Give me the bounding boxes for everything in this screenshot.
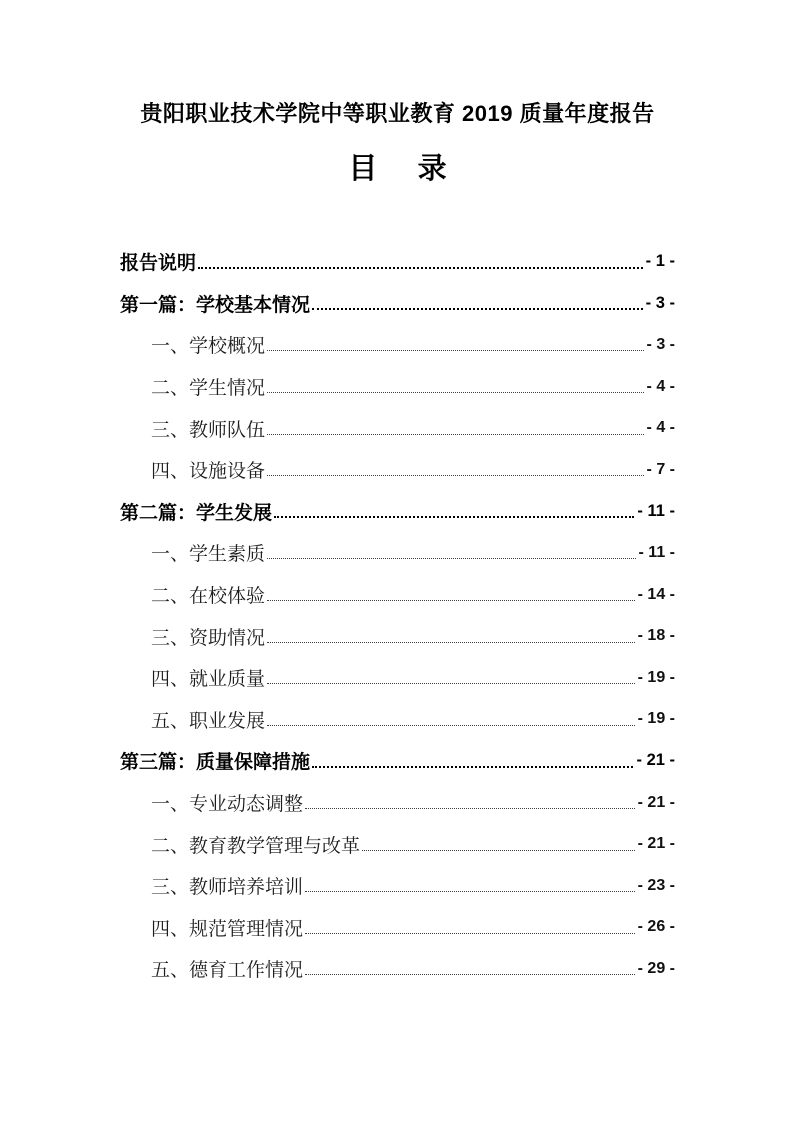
toc-entry-label: 第二篇：学生发展 [120, 502, 273, 524]
toc-entry-label: 二、教育教学管理与改革 [151, 835, 361, 857]
toc-entry-page: - 29 - [637, 959, 675, 977]
toc-entry-label: 第一篇：学校基本情况 [120, 294, 311, 316]
toc-entry[interactable] [120, 574, 675, 616]
toc-entry[interactable] [120, 241, 675, 283]
dot-leader [312, 308, 643, 310]
toc-entry[interactable] [120, 449, 675, 491]
toc-entry-page: - 14 - [637, 585, 675, 603]
toc-entry[interactable] [120, 740, 675, 782]
toc-entry-label: 三、教师培养培训 [151, 877, 304, 899]
dot-leader [267, 600, 635, 601]
toc-entry[interactable] [120, 657, 675, 699]
toc-entry[interactable] [120, 532, 675, 574]
dot-leader [305, 933, 635, 934]
dot-leader [267, 558, 636, 559]
toc-entry-page: - 1 - [645, 252, 675, 271]
toc-entry-label: 四、就业质量 [151, 669, 266, 691]
toc-entry-page: - 3 - [646, 335, 675, 353]
dot-leader [267, 434, 644, 435]
dot-leader [267, 642, 635, 643]
toc-entry[interactable] [120, 366, 675, 408]
toc-entry-page: - 4 - [646, 419, 675, 437]
toc-entry-page: - 11 - [638, 543, 675, 561]
dot-leader [267, 350, 644, 351]
toc-entry-page: - 21 - [637, 793, 675, 811]
toc-entry-page: - 4 - [646, 377, 675, 395]
toc-entry-label: 二、学生情况 [151, 378, 266, 400]
dot-leader [267, 475, 644, 476]
dot-leader [267, 683, 635, 684]
toc-entry-label: 四、设施设备 [151, 461, 266, 483]
toc-entry-label: 三、教师队伍 [151, 419, 266, 441]
toc-entry-page: - 26 - [637, 918, 675, 936]
toc-entry-label: 五、德育工作情况 [151, 960, 304, 982]
toc-heading: 目 录 [348, 153, 447, 185]
toc-entry[interactable] [120, 699, 675, 741]
dot-leader [312, 766, 633, 768]
toc-entry[interactable] [120, 491, 675, 533]
toc-entry-page: - 11 - [637, 501, 675, 520]
toc-entry[interactable] [120, 283, 675, 325]
toc-entry-page: - 21 - [637, 835, 675, 853]
toc-entry-page: - 3 - [645, 293, 675, 312]
dot-leader [267, 725, 635, 726]
toc-entry[interactable] [120, 782, 675, 824]
toc-entry-label: 二、在校体验 [151, 586, 266, 608]
dot-leader [362, 850, 635, 851]
toc-entry-page: - 19 - [637, 710, 675, 728]
dot-leader [305, 808, 635, 809]
toc-entry-label: 四、规范管理情况 [151, 918, 304, 940]
toc-list [120, 241, 675, 990]
toc-entry[interactable] [120, 407, 675, 449]
dot-leader [198, 267, 643, 269]
toc-entry[interactable] [120, 907, 675, 949]
toc-entry-page: - 19 - [637, 668, 675, 686]
dot-leader [305, 974, 635, 975]
toc-entry-label: 一、学生素质 [151, 544, 266, 566]
dot-leader [267, 392, 644, 393]
toc-entry-label: 一、专业动态调整 [151, 794, 304, 816]
toc-entry-label: 报告说明 [120, 253, 197, 275]
toc-entry[interactable] [120, 823, 675, 865]
toc-entry-label: 第三篇：质量保障措施 [120, 752, 311, 774]
toc-entry[interactable] [120, 948, 675, 990]
toc-entry-page: - 23 - [637, 876, 675, 894]
toc-entry-label: 五、职业发展 [151, 710, 266, 732]
dot-leader [274, 516, 634, 518]
document-title: 贵阳职业技术学院中等职业教育 2019 质量年度报告 [140, 101, 655, 126]
toc-entry-page: - 18 - [637, 627, 675, 645]
toc-entry-label: 三、资助情况 [151, 627, 266, 649]
toc-entry[interactable] [120, 615, 675, 657]
dot-leader [305, 891, 635, 892]
toc-entry-page: - 21 - [636, 751, 675, 770]
toc-entry[interactable] [120, 324, 675, 366]
toc-entry-label: 一、学校概况 [151, 336, 266, 358]
toc-entry[interactable] [120, 865, 675, 907]
toc-entry-page: - 7 - [646, 460, 675, 478]
